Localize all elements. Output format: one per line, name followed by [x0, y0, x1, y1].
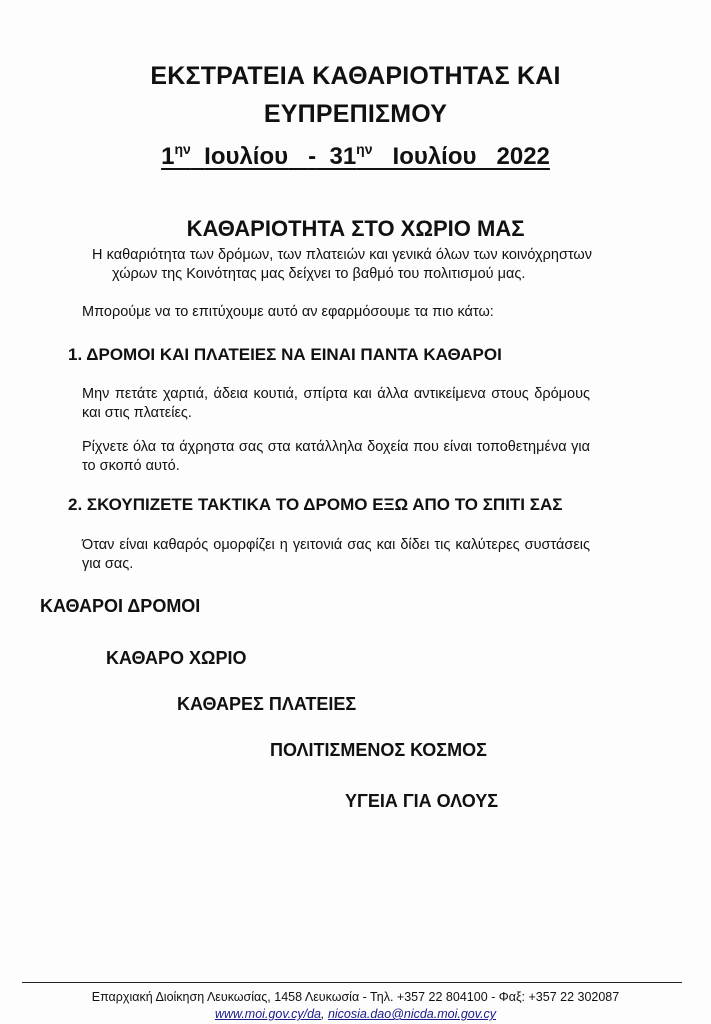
section-1-paragraph-2: Ρίχνετε όλα τα άχρηστα σας στα κατάλληλα δοχεία που είναι τοποθετημένα για το σκοπό αυτό.: [82, 439, 590, 474]
title-line-2: ΕΥΠΡΕΠΙΣΜΟΥ: [263, 100, 448, 128]
date-start: [161, 143, 550, 170]
title-line-1: ΕΚΣΤΡΑΤΕΙΑ ΚΑΘΑΡΙΟΤΗΤΑΣ ΚΑΙ: [150, 62, 561, 90]
campaign-dates: [0, 143, 711, 171]
date-start-month: Ιουλίου: [204, 143, 289, 170]
footer-link-separator: ,: [321, 1007, 328, 1021]
slogan-civilized-people: ΠΟΛΙΤΙΣΜΕΝΟΣ ΚΟΣΜΟΣ: [270, 740, 487, 760]
date-end-ordinal: ην: [356, 141, 373, 157]
subtitle: ΚΑΘΑΡΙΟΤΗΤΑ ΣΤΟ ΧΩΡΙΟ ΜΑΣ: [186, 216, 525, 241]
date-start-number: 1: [161, 143, 175, 170]
section-2-paragraph-1: Όταν είναι καθαρός ομορφίζει η γειτονιά σας και δίδει τις καλύτερες συστάσεις για σας.: [82, 537, 590, 572]
intro-paragraph-2: Μπορούμε να το επιτύχουμε αυτό αν εφαρμόσουμε τα πιο κάτω:: [82, 304, 494, 320]
date-end-month: Ιουλίου: [392, 143, 477, 170]
date-start-ordinal: ην: [174, 141, 191, 157]
date-end-number: 31: [329, 143, 357, 170]
footer-website-link[interactable]: www.moi.gov.cy/da: [214, 1007, 321, 1021]
footer-divider: [22, 982, 682, 983]
section-1-heading: 1. ΔΡΟΜΟΙ ΚΑΙ ΠΛΑΤΕΙΕΣ ΝΑ ΕΙΝΑΙ ΠΑΝΤΑ ΚΑΘΑΡΟΙ: [68, 345, 502, 364]
date-year: 2022: [496, 143, 550, 170]
slogan-clean-village: ΚΑΘΑΡΟ ΧΩΡΙΟ: [106, 648, 247, 668]
section-2-heading: 2. ΣΚΟΥΠΙΖΕΤΕ ΤΑΚΤΙΚΑ ΤΟ ΔΡΟΜΟ ΕΞΩ ΑΠΟ ΤΟ ΣΠΙΤΙ ΣΑΣ: [68, 495, 563, 514]
footer-address: Επαρχιακή Διοίκηση Λευκωσίας, 1458 Λευκωσία - Τηλ. +357 22 804100 - Φαξ: +357 22 302087: [91, 990, 620, 1004]
slogan-health-for-all: ΥΓΕΙΑ ΓΙΑ ΟΛΟΥΣ: [345, 791, 498, 811]
footer-email-link[interactable]: nicosia.dao@nicda.moi.gov.cy: [327, 1007, 497, 1021]
intro-paragraph-1: Η καθαριότητα των δρόμων, των πλατειών και γενικά όλων των κοινόχρηστων χώρων της Κοινότητας μας δείχνει το βαθμό του πολιτισμού μας.: [92, 247, 592, 282]
date-dash: -: [308, 143, 317, 170]
footer-links: [0, 1007, 711, 1021]
slogan-clean-squares: ΚΑΘΑΡΕΣ ΠΛΑΤΕΙΕΣ: [177, 694, 357, 714]
section-1-paragraph-1: Μην πετάτε χαρτιά, άδεια κουτιά, σπίρτα και άλλα αντικείμενα στους δρόμους και στις πλατείες.: [82, 386, 590, 421]
slogan-clean-roads: ΚΑΘΑΡΟΙ ΔΡΟΜΟΙ: [40, 596, 201, 616]
